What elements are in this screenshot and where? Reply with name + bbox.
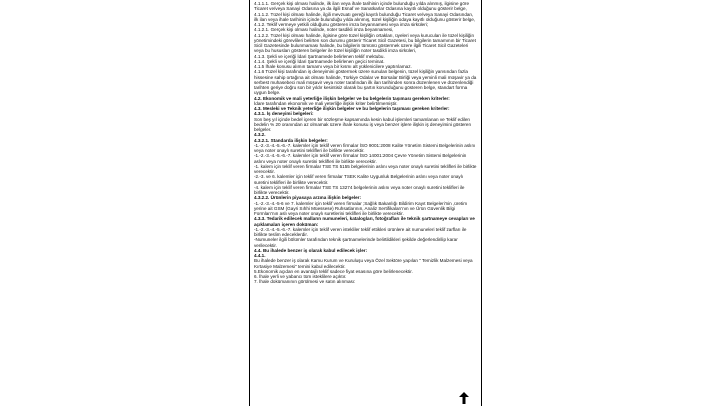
document-paragraph: -1.-2.-3.-4.-5.-6.-7. kalemler için teklif veren istekliler teklif ettikleri ürünlere ait numuneleri teklif zarfları ile birlikte teslim edeceklerdir. bbox=[254, 226, 467, 237]
document-paragraph: Son beş yıl içinde bedel içeren bir sözleşme kapsamında kesin kabul işlemleri tamamlanan ve Teklif edilen bedelin % 20 oranından az olmamak üzere ihale konusu iş veya benzer işlere ilişkin iş deneyimini gösteren belgeler. bbox=[254, 116, 472, 132]
document-paragraph: -4. kalem için teklif veren firmalar TSE TS 13274 belgelerinin aslını veya noter onaylı suretini teklifleri ile birlikte verecektir. bbox=[254, 184, 465, 195]
document-paragraph: 4.3.2. bbox=[254, 132, 266, 138]
document-paragraph: 4.1.2. Teklif vermeye yetkili olduğunu gösteren imza beyannamesi veya imza sirküleri; bbox=[254, 22, 429, 27]
document-paragraph: 4.1.4. Şekli ve içeriği İdari Şartnamede belirlenen geçici teminat. bbox=[254, 58, 385, 64]
document-paragraph: İdare tarafından ekonomik ve mali yeterliğe ilişkin kriter belirtilmemiştir. bbox=[254, 100, 398, 106]
document-paragraph: -1. kalem için teklif veren firmalar TSE TS 5155 belgelerinin aslını veya noter onaylı suretini teklifleri ile birlikte verecektir. bbox=[254, 163, 477, 174]
document-paragraph: 4.1.6 Tüzel kişi tarafından iş deneyimini göstermek üzere sunulan belgenin, tüzel kişiliğin yarısından fazla hissesine sahip ortağına ait olması halinde, Türkiye Odalar ve Borsalar Birliği veya yeminli mali müşavir ya da serbest muhasebeci mali müşavir veya noter tarafından ilk ilan tarihinden sonra düzenlenen ve düzenlendiği tarihten geriye doğru son bir yıldır kesintisiz olarak bu şartın korunduğunu gösteren belge, standart forma uygun belge. bbox=[254, 69, 477, 96]
document-paragraph: 4.4.1. bbox=[254, 253, 266, 258]
document-paragraph: 4.1.3. Şekli ve içeriği İdari Şartnamede belirlenen teklif mektubu. bbox=[254, 53, 385, 59]
document-paragraph: -1.-2.-3.-4.-5.-6.-7. kalemler için teklif veren firmalar İSO 14001:2004 Çevre Yönetim Sistemi Belgelerinin aslını veya noter onaylı suretini teklifleri ile birlikte verecektir. bbox=[254, 153, 467, 164]
document-paragraph: Bu ihalede benzer iş olarak Kamu Kurum ve Kuruluşu veya Özel Sektöre yapılan " Temizlik Malzemesi veya Kırtasiye Malzemesi" temini kabul edilecektir. bbox=[254, 258, 473, 269]
document-paragraph: 4.2. Ekonomik ve mali yeterliğe ilişkin belgeler ve bu belgelerin taşıması gereken kriterler: bbox=[254, 95, 450, 101]
document-paragraph: 6. İhale yerli ve yabancı tüm isteklilere açıktır. bbox=[254, 274, 347, 279]
document-paragraph: 7. İhale dokümanının görülmesi ve satın alınması: bbox=[254, 279, 356, 285]
document-paragraph: 4.1.2.1. Gerçek kişi olması halinde, noter tasdikli imza beyannamesi, bbox=[254, 27, 394, 33]
page-right-border bbox=[481, 0, 482, 406]
document-paragraph: 4.1.2.2. Tüzel kişi olması halinde, ilgisine göre tüzel kişiliğin ortakları, üyeleri veya kurucuları ile tüzel kişiliğin yönetimindeki görevlileri belirten son durumu gösterir Ticaret Sicil Gazetesi, bu bilgilerin tamamının bir Ticaret Sicil Gazetesinde bulunmaması halinde, bu bilgilerin tümünü göstermek üzere ilgili Ticaret Sicil Gazeteleri veya bu hususları gösteren belgeler ile tüzel kişiliğin noter tasdikli imza sirküleri, bbox=[254, 32, 476, 54]
document-paragraph: 4.3.1. İş deneyimi belgeleri: bbox=[254, 111, 314, 117]
document-paragraph: 4.3.3. Tedarik edilecek malların numuneleri, katalogları, fotoğrafları ile teknik şartnameye cevapları ve açıklamaları içeren doküman: bbox=[254, 216, 475, 227]
document-paragraph: 4.1.1.2. Tüzel kişi olması halinde, ilgili mevzuatı gereği kayıtlı bulunduğu Ticaret ve/veya Sanayi Odasından, ilk ilan veya ihale tarihinin içinde bulunduğu yılda alınmış, tüzel kişiliğin odaya kayıtlı olduğunu gösterir belge, bbox=[254, 11, 476, 22]
document-paragraph: -2.-3. ve 6. kalemler için teklif veren firmalar TSEK Kalite Uygunluk Belgelerinin aslını veya noter onaylı suretini teklifleri ile birlikte verecektir. bbox=[254, 174, 464, 185]
document-paragraph: -Numuneler ilgili bölümler tarafından teknik şartnamelerinde belirtildikleri şekilde değerlendirilip karar verilecektir. bbox=[254, 237, 458, 248]
document-paragraph: 4.4. Bu ihalede benzer iş olarak kabul edilecek işler: bbox=[254, 247, 368, 253]
document-paragraph: 5.Ekonomik açıdan en avantajlı teklif sadece fiyat esasına göre belirlenecektir. bbox=[254, 268, 413, 274]
document-paragraph: 4.3. Mesleki ve Teknik yeterliğe ilişkin belgeler ve bu belgelerin taşıması gereken kriterler: bbox=[254, 106, 450, 111]
document-paragraph: 4.3.2.2. Ürünlerin piyasaya arzına ilişkin belgeler: bbox=[254, 195, 361, 201]
document-paragraph: 4.3.2.1. Standarda ilişkin belgeler: bbox=[254, 137, 328, 143]
arrow-up-icon[interactable] bbox=[459, 392, 469, 404]
page-left-border bbox=[249, 0, 250, 406]
document-paragraph: -1.-2.-3.-4.-5.-6.-7. kalemler için teklif veren firmalar İSO 9001:2008 Kalite Yönetim Sistemi Belgelerinin aslını veya noter onaylı suretini teklifleri ile birlikte verecektir. bbox=[254, 142, 476, 153]
document-paragraph: 4.1.1.1. Gerçek kişi olması halinde, ilk ilan veya ihale tarihinin içinde bulunduğu yılda alınmış, ilgisine göre Ticaret ve/veya Sanayi Odasına ya da ilgili Esnaf ve Sanatkarlar Odasına kayıtlı olduğunu gösterir belge, bbox=[254, 1, 470, 12]
document-text bbox=[254, 1, 478, 285]
document-paragraph: -1.-2.-3.-4.-5-6 ve 7. kalemler için teklif veren firmalar ;Sağlık Bakanlığı Bildirim Kayıt Belgeleri'nin ,üretim yerine ait GSM (Gayri Sıhhi Müessese) Ruhsatlarının, Analiz Sertifikaları'nın ve Ürün Güvenlik Bilgi Formları'nın aslı veya noter onaylı suretlerini teklifleri ile birlikte verecektir. bbox=[254, 200, 468, 216]
document-paragraph: 4.1.5 İhale konusu alımın tamamı veya bir kısmı alt yüklenicilere yaptırılamaz. bbox=[254, 64, 412, 69]
